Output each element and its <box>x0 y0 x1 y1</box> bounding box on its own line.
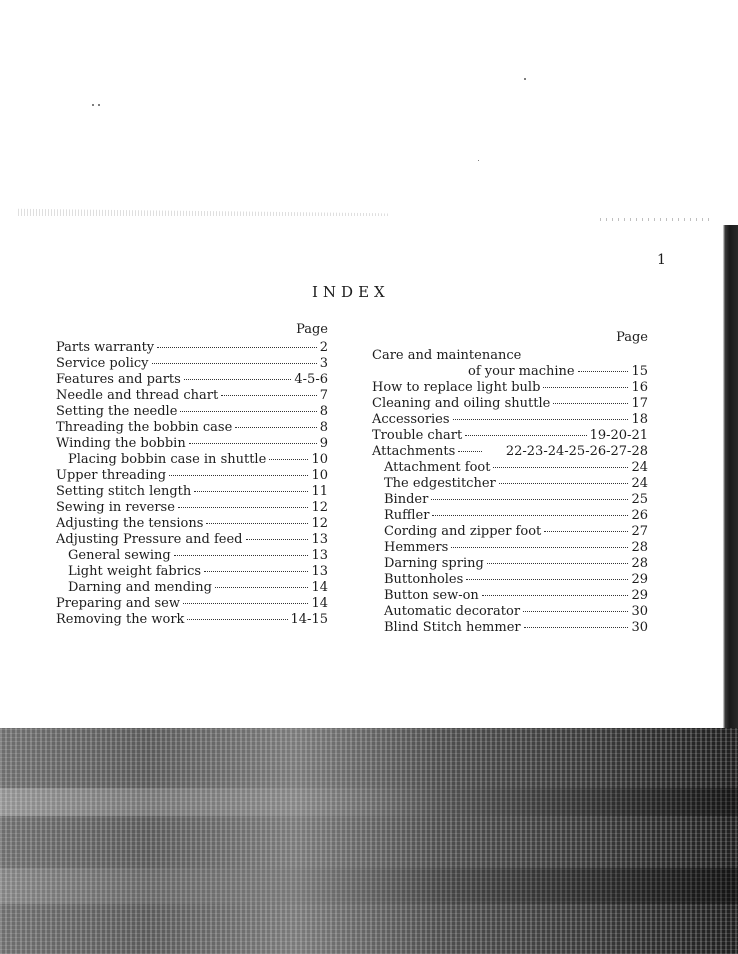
index-entry <box>56 612 328 628</box>
entry-label: Preparing and sew <box>56 596 180 611</box>
leader-dots <box>221 395 317 396</box>
index-subentry <box>372 572 648 588</box>
entry-page: 13 <box>311 548 328 563</box>
column-page-header: Page <box>296 322 328 337</box>
leader-dots <box>157 347 317 348</box>
index-entry <box>372 348 648 364</box>
entry-page: 30 <box>631 620 648 635</box>
entry-page: 17 <box>631 396 648 411</box>
entry-page: 28 <box>631 556 648 571</box>
entry-page: 9 <box>319 436 328 451</box>
index-entry <box>372 380 648 396</box>
entry-label: Service policy <box>56 356 149 371</box>
leader-dots <box>174 555 309 556</box>
index-subentry <box>372 508 648 524</box>
entry-page: 14 <box>311 596 328 611</box>
entry-page: 14-15 <box>290 612 328 627</box>
entry-page: 26 <box>631 508 648 523</box>
index-subentry <box>372 492 648 508</box>
entry-page: 28 <box>631 540 648 555</box>
entry-label: Features and parts <box>56 372 181 387</box>
leader-dots <box>466 579 628 580</box>
index-subentry <box>372 476 648 492</box>
entry-page: 7 <box>319 388 328 403</box>
entry-page: 13 <box>311 532 328 547</box>
column-page-header: Page <box>616 330 648 345</box>
entry-label: Setting the needle <box>56 404 178 419</box>
index-entry-continuation <box>372 364 648 380</box>
entry-label: Attachments <box>372 444 456 459</box>
entry-label: Threading the bobbin case <box>56 420 233 435</box>
leader-dots <box>453 419 629 420</box>
leader-dots <box>493 467 628 468</box>
scan-speck <box>98 104 100 106</box>
index-subentry <box>372 588 648 604</box>
entry-label: Hemmers <box>384 540 449 555</box>
entry-page: 24 <box>631 460 648 475</box>
entry-label: Attachment foot <box>384 460 491 475</box>
index-entry <box>56 404 328 420</box>
entry-label: Upper threading <box>56 468 167 483</box>
entry-page: 4-5-6 <box>294 372 328 387</box>
leader-dots <box>578 371 629 372</box>
leader-dots <box>215 587 309 588</box>
page-number: 1 <box>657 252 666 268</box>
entry-label: Buttonholes <box>384 572 464 587</box>
index-right-column <box>372 330 648 636</box>
index-entry <box>56 372 328 388</box>
scan-speck <box>478 160 479 161</box>
entry-label: Blind Stitch hemmer <box>384 620 521 635</box>
entry-page: 15 <box>631 364 648 379</box>
index-subentry <box>372 556 648 572</box>
entry-label: Darning spring <box>384 556 484 571</box>
entry-label: Binder <box>384 492 429 507</box>
index-entry <box>56 340 328 356</box>
leader-dots <box>180 411 316 412</box>
entry-label: Cleaning and oiling shuttle <box>372 396 551 411</box>
leader-dots <box>499 483 629 484</box>
leader-dots <box>523 611 628 612</box>
entry-label: The edgestitcher <box>384 476 496 491</box>
index-entry <box>56 388 328 404</box>
entry-label: Care and maintenance <box>372 348 522 363</box>
entry-page: 8 <box>319 404 328 419</box>
entry-label: Light weight fabrics <box>68 564 202 579</box>
entry-label: Adjusting Pressure and feed <box>56 532 243 547</box>
leader-dots <box>482 595 629 596</box>
index-subentry <box>372 524 648 540</box>
entry-label: Needle and thread chart <box>56 388 219 403</box>
entry-page: 11 <box>311 484 328 499</box>
leader-dots <box>543 387 628 388</box>
leader-dots <box>206 523 308 524</box>
index-subentry <box>56 452 328 468</box>
scan-speck <box>92 104 94 106</box>
entry-label: Setting stitch length <box>56 484 192 499</box>
index-subentry <box>56 564 328 580</box>
entry-page: 3 <box>319 356 328 371</box>
scan-noise-top-right <box>600 218 710 221</box>
entry-label: Removing the work <box>56 612 185 627</box>
entry-label: Parts warranty <box>56 340 155 355</box>
leader-dots <box>183 603 308 604</box>
index-entry <box>56 484 328 500</box>
entry-page: 19-20-21 <box>589 428 648 443</box>
entry-page: 16 <box>631 380 648 395</box>
entry-label: Winding the bobbin <box>56 436 186 451</box>
entry-label: Automatic decorator <box>384 604 521 619</box>
leader-dots <box>152 363 317 364</box>
leader-dots <box>432 515 628 516</box>
index-entry <box>56 516 328 532</box>
index-entry <box>56 500 328 516</box>
index-subentry <box>56 580 328 596</box>
index-entry <box>372 444 648 460</box>
entry-label: Darning and mending <box>68 580 212 595</box>
index-entry <box>56 356 328 372</box>
entry-label: How to replace light bulb <box>372 380 541 395</box>
index-entry <box>372 396 648 412</box>
entry-label: Accessories <box>372 412 450 427</box>
index-subentry <box>372 620 648 636</box>
entry-page: 10 <box>311 452 328 467</box>
leader-dots <box>487 563 629 564</box>
index-entry <box>56 532 328 548</box>
leader-dots <box>178 507 309 508</box>
index-subentry <box>372 540 648 556</box>
entry-label: Ruffler <box>384 508 430 523</box>
entry-page: 29 <box>631 572 648 587</box>
leader-dots <box>553 403 628 404</box>
entry-page: 25 <box>631 492 648 507</box>
leader-dots <box>431 499 628 500</box>
page-bottom-scan-shadow <box>0 728 738 954</box>
leader-dots <box>169 475 308 476</box>
entry-label: of your machine <box>468 364 575 379</box>
entry-label: Button sew-on <box>384 588 479 603</box>
index-subentry <box>372 604 648 620</box>
entry-page: 14 <box>311 580 328 595</box>
index-entry <box>372 428 648 444</box>
entry-page: 22-23-24-25-26-27-28 <box>505 444 648 459</box>
entry-page: 12 <box>311 516 328 531</box>
entry-page: 10 <box>311 468 328 483</box>
leader-dots <box>451 547 628 548</box>
page-right-edge-shadow <box>704 225 738 750</box>
entry-label: Sewing in reverse <box>56 500 175 515</box>
entry-label: Trouble chart <box>372 428 463 443</box>
leader-dots <box>189 443 317 444</box>
index-entry <box>56 468 328 484</box>
index-entry <box>56 420 328 436</box>
entry-page: 12 <box>311 500 328 515</box>
leader-dots <box>246 539 309 540</box>
leader-dots <box>269 459 308 460</box>
leader-dots <box>544 531 628 532</box>
page-title: INDEX <box>312 283 390 301</box>
entry-label: General sewing <box>68 548 171 563</box>
entry-page: 2 <box>319 340 328 355</box>
index-entry <box>56 436 328 452</box>
entry-page: 13 <box>311 564 328 579</box>
index-entry <box>372 412 648 428</box>
leader-dots <box>524 627 629 628</box>
index-left-column <box>56 322 328 628</box>
entry-page: 29 <box>631 588 648 603</box>
index-entry <box>56 596 328 612</box>
entry-label: Placing bobbin case in shuttle <box>68 452 267 467</box>
entry-page: 24 <box>631 476 648 491</box>
leader-dots <box>204 571 308 572</box>
entry-label: Adjusting the tensions <box>56 516 204 531</box>
leader-dots <box>235 427 316 428</box>
entry-label: Cording and zipper foot <box>384 524 542 539</box>
leader-dots <box>458 451 482 452</box>
scan-speck <box>524 78 526 80</box>
leader-dots <box>187 619 287 620</box>
index-subentry <box>372 460 648 476</box>
entry-page: 27 <box>631 524 648 539</box>
leader-dots <box>465 435 586 436</box>
scan-noise-top <box>18 198 388 216</box>
index-subentry <box>56 548 328 564</box>
entry-page: 18 <box>631 412 648 427</box>
leader-dots <box>194 491 308 492</box>
leader-dots <box>184 379 292 380</box>
entry-page: 30 <box>631 604 648 619</box>
entry-page: 8 <box>319 420 328 435</box>
